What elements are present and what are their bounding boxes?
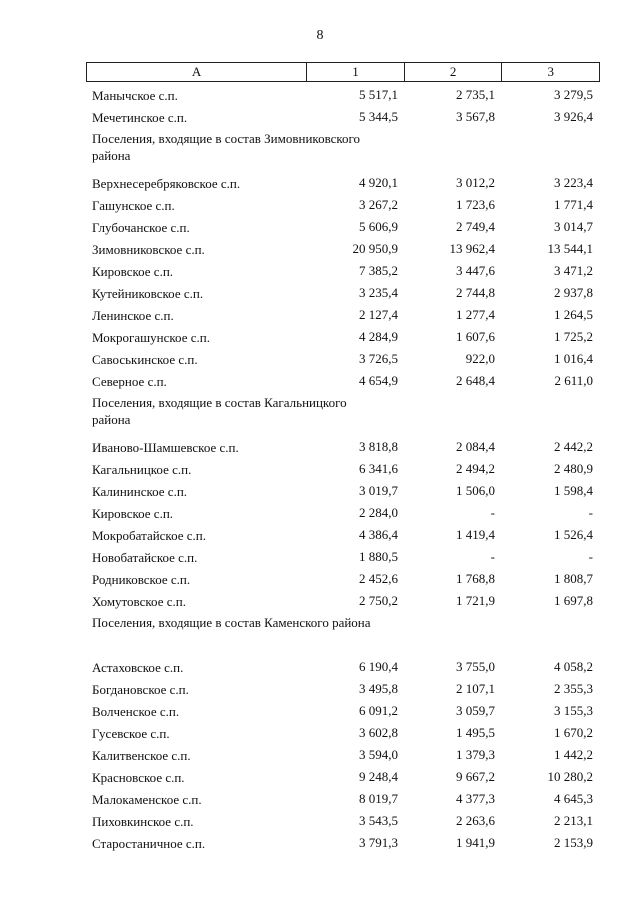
settlement-name: Кировское с.п. bbox=[92, 505, 174, 521]
value-column-2: 2 749,4 bbox=[456, 219, 495, 234]
value-column-3: 1 442,2 bbox=[554, 747, 593, 762]
value-column-1: 6 341,6 bbox=[359, 461, 398, 476]
value-column-2: 3 012,2 bbox=[456, 175, 495, 190]
table-row bbox=[86, 106, 600, 128]
value-column-3: 2 442,2 bbox=[554, 439, 593, 454]
value-column-2: 1 379,3 bbox=[456, 747, 495, 762]
table-row bbox=[86, 832, 600, 854]
value-column-1: 6 190,4 bbox=[359, 659, 398, 674]
value-column-3: 3 014,7 bbox=[554, 219, 593, 234]
value-column-2: 2 735,1 bbox=[456, 87, 495, 102]
value-column-3: 2 153,9 bbox=[554, 835, 593, 850]
group-heading-row bbox=[86, 392, 600, 436]
value-column-3: 1 526,4 bbox=[554, 527, 593, 542]
table-row bbox=[86, 546, 600, 568]
settlement-name: Пиховкинское с.п. bbox=[92, 813, 194, 829]
value-column-2: 3 567,8 bbox=[456, 109, 495, 124]
table-row bbox=[86, 590, 600, 612]
value-column-3: 10 280,2 bbox=[547, 769, 593, 784]
value-column-3: 1 016,4 bbox=[554, 351, 593, 366]
value-column-1: 6 091,2 bbox=[359, 703, 398, 718]
value-column-1: 3 791,3 bbox=[359, 835, 398, 850]
value-column-1: 2 284,0 bbox=[359, 505, 398, 520]
settlement-name: Савоськинское с.п. bbox=[92, 351, 198, 367]
value-column-2: 9 667,2 bbox=[456, 769, 495, 784]
table-row bbox=[86, 370, 600, 392]
value-column-1: 4 920,1 bbox=[359, 175, 398, 190]
settlement-name: Калитвенское с.п. bbox=[92, 747, 191, 763]
column-header-2: 2 bbox=[404, 63, 502, 81]
value-column-3: 1 725,2 bbox=[554, 329, 593, 344]
table-row bbox=[86, 766, 600, 788]
table-row bbox=[86, 568, 600, 590]
value-column-3: 3 155,3 bbox=[554, 703, 593, 718]
value-column-1: 7 385,2 bbox=[359, 263, 398, 278]
table-row bbox=[86, 326, 600, 348]
value-column-1: 4 284,9 bbox=[359, 329, 398, 344]
settlement-name: Мокробатайское с.п. bbox=[92, 527, 206, 543]
value-column-1: 3 726,5 bbox=[359, 351, 398, 366]
settlement-name: Кутейниковское с.п. bbox=[92, 285, 204, 301]
value-column-3: 4 058,2 bbox=[554, 659, 593, 674]
value-column-1: 3 602,8 bbox=[359, 725, 398, 740]
value-column-1: 3 235,4 bbox=[359, 285, 398, 300]
value-column-1: 3 019,7 bbox=[359, 483, 398, 498]
page-number: 8 bbox=[316, 28, 324, 43]
table-row bbox=[86, 282, 600, 304]
settlement-name: Родниковское с.п. bbox=[92, 571, 191, 587]
value-column-1: 9 248,4 bbox=[359, 769, 398, 784]
value-column-2: 1 607,6 bbox=[456, 329, 495, 344]
value-column-3: 3 279,5 bbox=[554, 87, 593, 102]
value-column-3: - bbox=[588, 549, 593, 564]
value-column-1: 2 750,2 bbox=[359, 593, 398, 608]
value-column-3: 1 771,4 bbox=[554, 197, 593, 212]
value-column-2: 2 084,4 bbox=[456, 439, 495, 454]
value-column-2: 4 377,3 bbox=[456, 791, 495, 806]
value-column-2: - bbox=[490, 549, 495, 564]
settlement-name: Астаховское с.п. bbox=[92, 659, 184, 675]
settlement-name: Глубочанское с.п. bbox=[92, 219, 190, 235]
value-column-3: 2 937,8 bbox=[554, 285, 593, 300]
table-row bbox=[86, 502, 600, 524]
value-column-1: 8 019,7 bbox=[359, 791, 398, 806]
table-row bbox=[86, 480, 600, 502]
value-column-2: 1 768,8 bbox=[456, 571, 495, 586]
value-column-3: 3 471,2 bbox=[554, 263, 593, 278]
value-column-2: 1 723,6 bbox=[456, 197, 495, 212]
value-column-2: 2 107,1 bbox=[456, 681, 495, 696]
value-column-3: 13 544,1 bbox=[547, 241, 593, 256]
value-column-3: 1 670,2 bbox=[554, 725, 593, 740]
value-column-1: 5 344,5 bbox=[359, 109, 398, 124]
group-heading-row bbox=[86, 612, 600, 656]
settlement-name: Мокрогашунское с.п. bbox=[92, 329, 210, 345]
table-row bbox=[86, 700, 600, 722]
value-column-2: 2 494,2 bbox=[456, 461, 495, 476]
group-heading-row bbox=[86, 128, 600, 172]
settlement-name: Верхнесеребряковское с.п. bbox=[92, 175, 241, 191]
table-row bbox=[86, 744, 600, 766]
table-row bbox=[86, 216, 600, 238]
value-column-2: 1 419,4 bbox=[456, 527, 495, 542]
settlement-name: Новобатайское с.п. bbox=[92, 549, 198, 565]
value-column-1: 3 818,8 bbox=[359, 439, 398, 454]
value-column-2: 2 648,4 bbox=[456, 373, 495, 388]
value-column-2: 3 447,6 bbox=[456, 263, 495, 278]
table-row bbox=[86, 84, 600, 106]
table-row bbox=[86, 458, 600, 480]
settlement-name: Ленинское с.п. bbox=[92, 307, 174, 323]
table-body bbox=[86, 84, 600, 854]
table-row bbox=[86, 238, 600, 260]
table-row bbox=[86, 524, 600, 546]
settlement-name: Малокаменское с.п. bbox=[92, 791, 202, 807]
value-column-2: 3 755,0 bbox=[456, 659, 495, 674]
table-row bbox=[86, 172, 600, 194]
value-column-3: 2 213,1 bbox=[554, 813, 593, 828]
value-column-1: 2 127,4 bbox=[359, 307, 398, 322]
value-column-2: 3 059,7 bbox=[456, 703, 495, 718]
value-column-2: 1 277,4 bbox=[456, 307, 495, 322]
value-column-1: 2 452,6 bbox=[359, 571, 398, 586]
table-row bbox=[86, 678, 600, 700]
value-column-1: 4 654,9 bbox=[359, 373, 398, 388]
settlement-name: Северное с.п. bbox=[92, 373, 167, 389]
value-column-1: 5 606,9 bbox=[359, 219, 398, 234]
table-row bbox=[86, 348, 600, 370]
table-row bbox=[86, 656, 600, 678]
settlement-name: Гашунское с.п. bbox=[92, 197, 175, 213]
value-column-3: 1 264,5 bbox=[554, 307, 593, 322]
value-column-2: 1 721,9 bbox=[456, 593, 495, 608]
group-heading: Поселения, входящие в состав Кагальницкого района bbox=[92, 395, 347, 427]
value-column-3: 3 223,4 bbox=[554, 175, 593, 190]
value-column-3: - bbox=[588, 505, 593, 520]
settlement-name: Гусевское с.п. bbox=[92, 725, 170, 741]
value-column-3: 3 926,4 bbox=[554, 109, 593, 124]
value-column-1: 3 594,0 bbox=[359, 747, 398, 762]
table-row bbox=[86, 722, 600, 744]
value-column-3: 1 808,7 bbox=[554, 571, 593, 586]
table-header bbox=[86, 62, 600, 82]
column-header-3: 3 bbox=[501, 63, 599, 81]
value-column-2: - bbox=[490, 505, 495, 520]
value-column-1: 20 950,9 bbox=[352, 241, 398, 256]
group-heading: Поселения, входящие в состав Зимовниковского района bbox=[92, 131, 361, 163]
value-column-2: 2 263,6 bbox=[456, 813, 495, 828]
value-column-3: 2 611,0 bbox=[554, 373, 593, 388]
table-row bbox=[86, 436, 600, 458]
value-column-2: 2 744,8 bbox=[456, 285, 495, 300]
value-column-2: 1 506,0 bbox=[456, 483, 495, 498]
table-row bbox=[86, 194, 600, 216]
value-column-2: 1 495,5 bbox=[456, 725, 495, 740]
value-column-1: 4 386,4 bbox=[359, 527, 398, 542]
value-column-1: 1 880,5 bbox=[359, 549, 398, 564]
settlement-name: Богдановское с.п. bbox=[92, 681, 189, 697]
settlement-name: Старостаничное с.п. bbox=[92, 835, 206, 851]
settlement-name: Зимовниковское с.п. bbox=[92, 241, 205, 257]
settlement-name: Мечетинское с.п. bbox=[92, 109, 188, 125]
table-row bbox=[86, 304, 600, 326]
table-row bbox=[86, 788, 600, 810]
value-column-3: 2 355,3 bbox=[554, 681, 593, 696]
value-column-2: 1 941,9 bbox=[456, 835, 495, 850]
settlement-name: Кировское с.п. bbox=[92, 263, 174, 279]
settlement-name: Хомутовское с.п. bbox=[92, 593, 186, 609]
value-column-3: 2 480,9 bbox=[554, 461, 593, 476]
group-heading: Поселения, входящие в состав Каменского района bbox=[92, 615, 371, 630]
value-column-1: 5 517,1 bbox=[359, 87, 398, 102]
value-column-1: 3 495,8 bbox=[359, 681, 398, 696]
table-row bbox=[86, 810, 600, 832]
value-column-3: 1 697,8 bbox=[554, 593, 593, 608]
value-column-2: 922,0 bbox=[465, 351, 495, 366]
settlement-name: Кагальницкое с.п. bbox=[92, 461, 192, 477]
column-header-1: 1 bbox=[306, 63, 404, 81]
value-column-1: 3 267,2 bbox=[359, 197, 398, 212]
settlement-name: Манычское с.п. bbox=[92, 87, 178, 103]
settlement-name: Калининское с.п. bbox=[92, 483, 188, 499]
settlement-name: Волченское с.п. bbox=[92, 703, 180, 719]
value-column-1: 3 543,5 bbox=[359, 813, 398, 828]
value-column-3: 1 598,4 bbox=[554, 483, 593, 498]
settlement-name: Красновское с.п. bbox=[92, 769, 185, 785]
column-header-a: А bbox=[191, 64, 202, 79]
value-column-2: 13 962,4 bbox=[449, 241, 495, 256]
table-row bbox=[86, 260, 600, 282]
value-column-3: 4 645,3 bbox=[554, 791, 593, 806]
settlement-name: Иваново-Шамшевское с.п. bbox=[92, 439, 239, 455]
